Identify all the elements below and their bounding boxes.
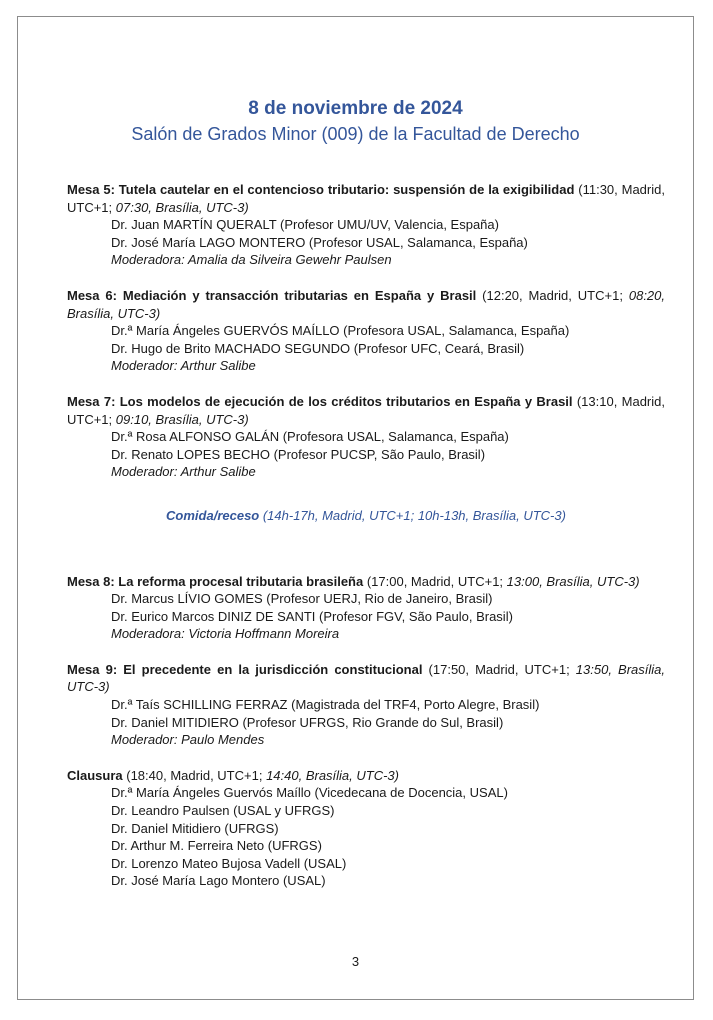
- session-time-brasilia: 09:10, Brasília, UTC-3): [115, 411, 249, 427]
- speaker: Dr. Leandro Paulsen (USAL y UFRGS): [111, 803, 335, 819]
- session-block: [67, 287, 665, 375]
- session-time-brasilia: 13:00, Brasília, UTC-3): [506, 573, 640, 589]
- session-time-brasilia: 14:40, Brasília, UTC-3): [266, 767, 399, 783]
- break-time: (14h-17h, Madrid, UTC+1; 10h-13h, Brasília, UTC-3): [259, 507, 566, 523]
- speaker: Dr.ª María Ángeles Guervós Maíllo (Vicedecana de Docencia, USAL): [111, 785, 508, 801]
- program-content: [67, 181, 665, 908]
- session-title: Mesa 9: El precedente en la jurisdicción constitucional: [67, 661, 423, 677]
- session-heading: [67, 573, 665, 591]
- session-time-madrid: (17:50, Madrid, UTC+1;: [422, 661, 576, 677]
- sessions-after-break: [67, 573, 665, 891]
- lunch-break: [67, 507, 665, 525]
- session-title: Clausura: [67, 767, 123, 783]
- session-block: [67, 661, 665, 749]
- session-heading: [67, 393, 665, 428]
- session-time-madrid: (11:30, Madrid, UTC+1;: [67, 182, 665, 215]
- moderator: Moderador: Arthur Salibe: [111, 358, 256, 374]
- session-heading: [67, 661, 665, 696]
- session-time-brasilia: 08:20, Brasília, UTC-3): [67, 287, 666, 321]
- speaker: Dr. Hugo de Brito MACHADO SEGUNDO (Profesor UFC, Ceará, Brasil): [111, 340, 525, 356]
- session-title: Mesa 6: Mediación y transacción tributarias en España y Brasil: [67, 287, 477, 303]
- session-title: Mesa 5: Tutela cautelar en el contencioso tributario: suspensión de la exigibilidad: [67, 182, 575, 197]
- moderator: Moderador: Arthur Salibe: [111, 464, 256, 480]
- session-time-brasilia: 13:50, Brasília, UTC-3): [67, 661, 665, 695]
- session-heading: [67, 181, 665, 216]
- speaker: Dr. Marcus LÍVIO GOMES (Profesor UERJ, Rio de Janeiro, Brasil): [111, 591, 493, 607]
- speaker: Dr.ª Taís SCHILLING FERRAZ (Magistrada del TRF4, Porto Alegre, Brasil): [111, 697, 540, 713]
- session-time-madrid: (17:00, Madrid, UTC+1;: [363, 573, 507, 589]
- session-time-madrid: (13:10, Madrid, UTC+1;: [67, 393, 665, 427]
- document-page: [17, 16, 694, 1000]
- speaker: Dr.ª Rosa ALFONSO GALÁN (Profesora USAL, Salamanca, España): [111, 429, 509, 445]
- speaker: Dr. Daniel MITIDIERO (Profesor UFRGS, Rio Grande do Sul, Brasil): [111, 714, 504, 730]
- moderator: Moderadora: Amalia da Silveira Gewehr Paulsen: [111, 252, 392, 268]
- session-time-brasilia: 07:30, Brasília, UTC-3): [115, 199, 249, 215]
- moderator: Moderadora: Victoria Hoffmann Moreira: [111, 626, 340, 642]
- session-block: [67, 767, 665, 890]
- session-time-madrid: (18:40, Madrid, UTC+1;: [122, 767, 267, 783]
- speaker: Dr. Renato LOPES BECHO (Profesor PUCSP, São Paulo, Brasil): [111, 446, 486, 462]
- speaker: Dr. José María LAGO MONTERO (Profesor USAL, Salamanca, España): [111, 234, 528, 250]
- moderator: Moderador: Paulo Mendes: [111, 732, 265, 748]
- session-heading: [67, 767, 665, 785]
- session-block: [67, 573, 665, 643]
- speaker: Dr. Arthur M. Ferreira Neto (UFRGS): [111, 838, 322, 854]
- session-title: Mesa 8: La reforma procesal tributaria brasileña: [67, 573, 364, 589]
- session-block: [67, 181, 665, 269]
- session-title: Mesa 7: Los modelos de ejecución de los créditos tributarios en España y Brasil: [67, 393, 573, 409]
- speaker: Dr. Lorenzo Mateo Bujosa Vadell (USAL): [111, 855, 347, 871]
- session-time-madrid: (12:20, Madrid, UTC+1;: [476, 287, 629, 303]
- event-venue: Salón de Grados Minor (009) de la Facultad de Derecho: [131, 124, 580, 144]
- speaker: Dr. José María Lago Montero (USAL): [111, 873, 326, 889]
- event-date: 8 de noviembre de 2024: [248, 98, 463, 119]
- page-header: [18, 97, 693, 147]
- session-block: [67, 393, 665, 481]
- break-label: Comida/receso: [166, 507, 260, 523]
- page-number: 3: [351, 954, 360, 969]
- speaker: Dr. Eurico Marcos DINIZ DE SANTI (Profesor FGV, São Paulo, Brasil): [111, 608, 513, 624]
- session-heading: [67, 287, 665, 322]
- speaker: Dr. Daniel Mitidiero (UFRGS): [111, 820, 279, 836]
- speaker: Dr.ª María Ángeles GUERVÓS MAÍLLO (Profesora USAL, Salamanca, España): [111, 323, 570, 339]
- sessions-before-break: [67, 181, 665, 481]
- speaker: Dr. Juan MARTÍN QUERALT (Profesor UMU/UV, Valencia, España): [111, 217, 499, 233]
